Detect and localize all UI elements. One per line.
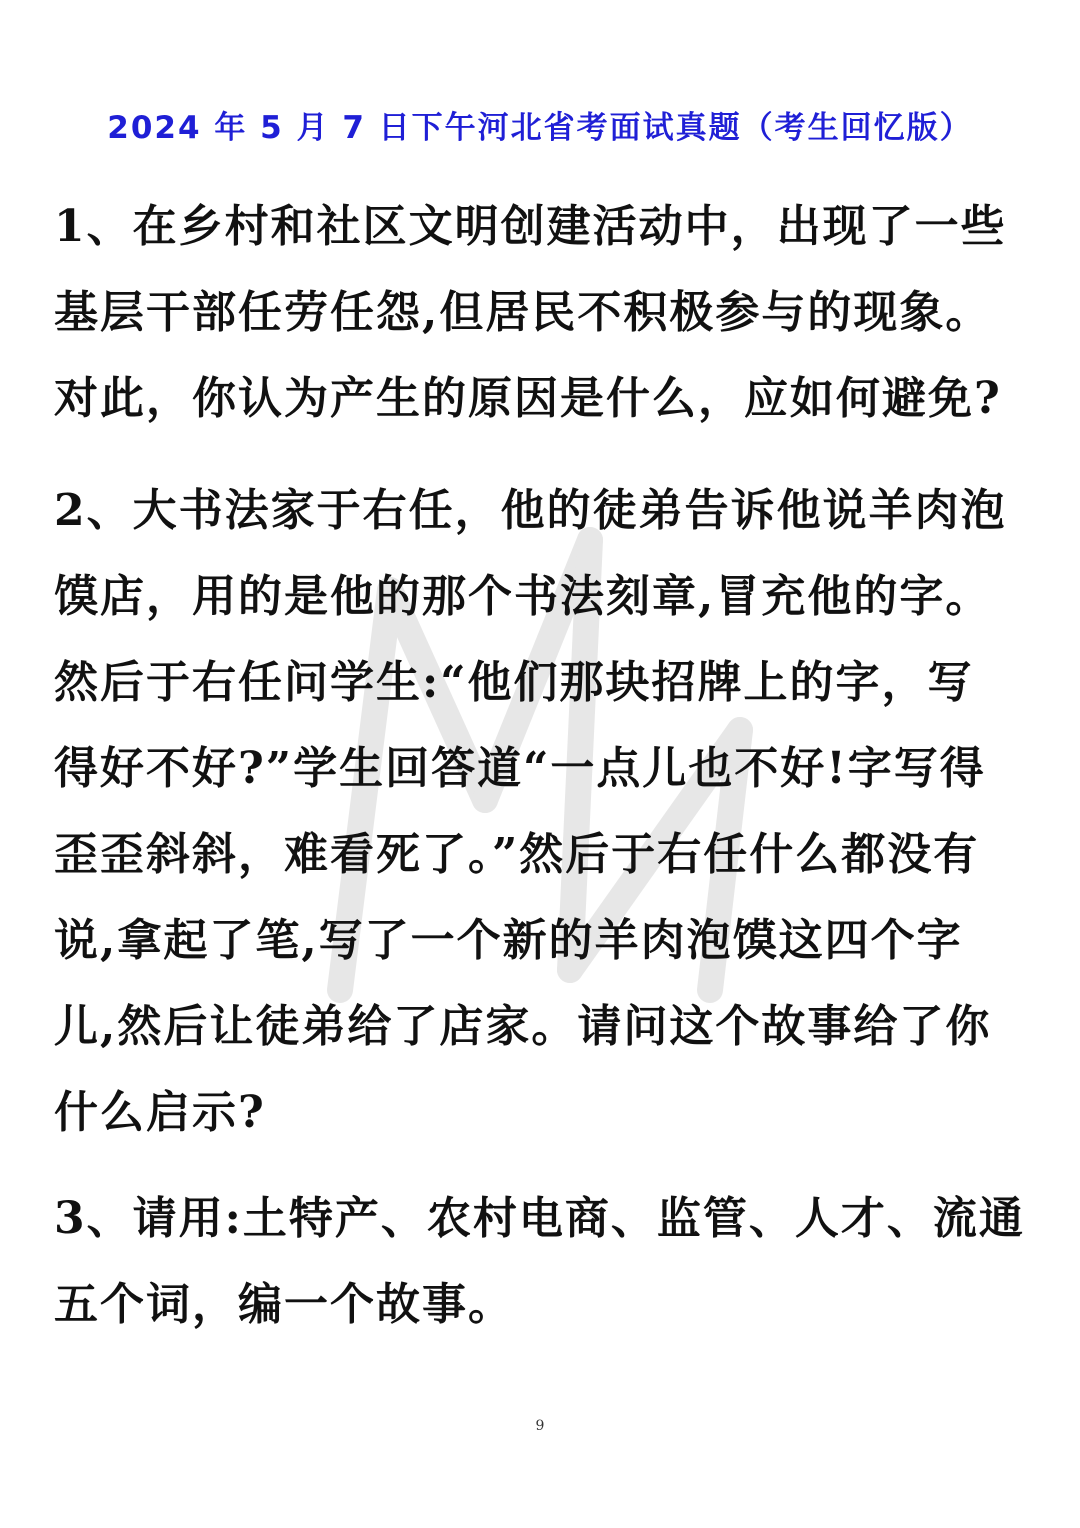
question-3-line-2: 五个词，编一个故事。	[54, 1279, 514, 1330]
question-1	[54, 184, 1032, 442]
page-number: 9	[535, 1418, 545, 1434]
question-1-line-1: 1、在乡村和社区文明创建活动中，出现了一些	[54, 201, 1007, 252]
question-3	[54, 1176, 1032, 1348]
question-2-line-4: 得好不好?”学生回答道“一点儿也不好!字写得	[54, 743, 986, 794]
question-3-line-1: 3、请用:土特产、农村电商、监管、人才、流通	[54, 1193, 1025, 1244]
question-2-line-7: 儿,然后让徒弟给了店家。请问这个故事给了你	[54, 1001, 992, 1052]
question-2-line-8: 什么启示?	[54, 1087, 266, 1138]
question-1-line-3: 对此，你认为产生的原因是什么，应如何避免?	[54, 373, 1002, 424]
question-2	[54, 468, 1032, 1156]
question-2-line-1: 2、大书法家于右任，他的徒弟告诉他说羊肉泡	[54, 485, 1007, 536]
question-2-line-2: 馍店，用的是他的那个书法刻章,冒充他的字。	[54, 571, 992, 622]
question-2-line-5: 歪歪斜斜，难看死了。”然后于右任什么都没有	[54, 829, 980, 880]
question-1-line-2: 基层干部任劳任怨,但居民不积极参与的现象。	[54, 287, 992, 338]
document-title: 2024 年 5 月 7 日下午河北省考面试真题（考生回忆版）	[107, 110, 973, 146]
question-2-line-6: 说,拿起了笔,写了一个新的羊肉泡馍这四个字	[54, 915, 963, 966]
question-2-line-3: 然后于右任问学生:“他们那块招牌上的字，写	[54, 657, 974, 708]
